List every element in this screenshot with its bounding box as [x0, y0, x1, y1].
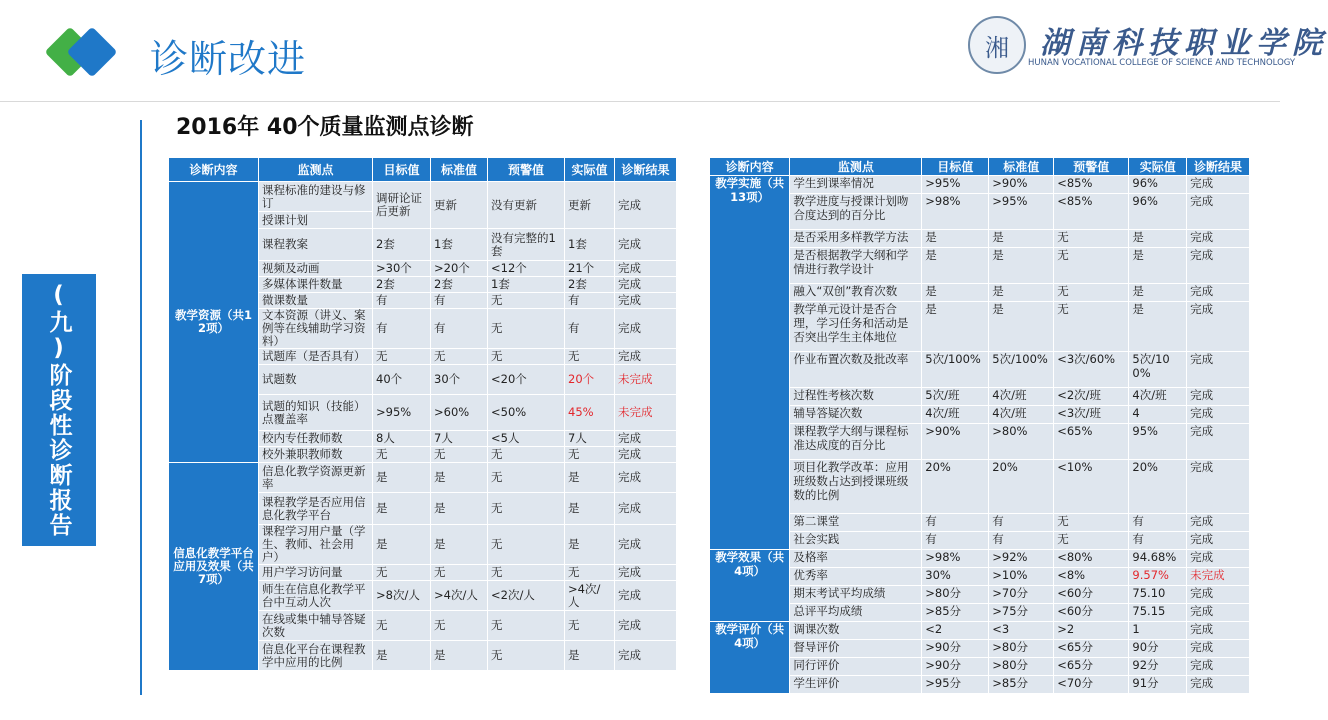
metric-cell: 融入“双创”教育次数: [790, 284, 922, 302]
value-cell: 是: [565, 493, 615, 525]
value-cell: >95%: [989, 194, 1054, 230]
vertical-divider: [140, 120, 142, 695]
value-cell: 是: [989, 284, 1054, 302]
value-cell: 45%: [565, 395, 615, 431]
metric-cell: 微课数量: [259, 293, 373, 309]
value-cell: 是: [565, 641, 615, 671]
value-cell: >90%: [922, 424, 989, 460]
value-cell: <3次/60%: [1054, 352, 1129, 388]
table-row: [710, 514, 1250, 532]
value-cell: >95%: [922, 176, 989, 194]
value-cell: 是: [922, 248, 989, 284]
category-cell: 教学评价（共4项）: [710, 622, 790, 694]
table-row: [710, 676, 1250, 694]
value-cell: <10%: [1054, 460, 1129, 514]
value-cell: 无: [488, 641, 565, 671]
value-cell: 有: [431, 309, 488, 349]
value-cell: 无: [431, 349, 488, 365]
metric-cell: 课程学习用户量（学生、教师、社会用户）: [259, 525, 373, 565]
value-cell: 无: [488, 293, 565, 309]
value-cell: 95%: [1129, 424, 1187, 460]
metric-cell: 同行评价: [790, 658, 922, 676]
value-cell: 有: [1129, 514, 1187, 532]
table-row: [710, 230, 1250, 248]
value-cell: 是: [922, 230, 989, 248]
value-cell: 是: [922, 284, 989, 302]
value-cell: 完成: [615, 493, 677, 525]
metric-cell: 督导评价: [790, 640, 922, 658]
value-cell: 完成: [615, 309, 677, 349]
school-name-cn: 湖南科技职业学院: [1040, 26, 1328, 61]
side-banner: [22, 274, 96, 546]
metric-cell: 第二课堂: [790, 514, 922, 532]
value-cell: 是: [565, 463, 615, 493]
metric-cell: 作业布置次数及批改率: [790, 352, 922, 388]
value-cell: >60%: [431, 395, 488, 431]
value-cell: 有: [989, 514, 1054, 532]
table-row: [710, 604, 1250, 622]
table-row: [710, 194, 1250, 230]
value-cell: 完成: [1187, 194, 1250, 230]
column-header: 诊断结果: [615, 158, 677, 182]
value-cell: 是: [1129, 302, 1187, 352]
value-cell: >90分: [922, 658, 989, 676]
school-seal-icon: 湘: [968, 16, 1026, 74]
value-cell: 75.10: [1129, 586, 1187, 604]
value-cell: 有: [922, 514, 989, 532]
value-cell: 无: [488, 565, 565, 581]
value-cell: 无: [431, 611, 488, 641]
column-header: 预警值: [488, 158, 565, 182]
table-row: [710, 532, 1250, 550]
value-cell: 92分: [1129, 658, 1187, 676]
value-cell: 无: [373, 447, 431, 463]
value-cell: 无: [488, 611, 565, 641]
table-row: [710, 388, 1250, 406]
metric-cell: 校内专任教师数: [259, 431, 373, 447]
value-cell: >85分: [989, 676, 1054, 694]
table-row: [710, 658, 1250, 676]
metric-cell: 试题的知识（技能）点覆盖率: [259, 395, 373, 431]
value-cell: 30个: [431, 365, 488, 395]
page-title: 诊断改进: [150, 37, 307, 81]
metric-cell: 试题数: [259, 365, 373, 395]
metric-cell: 课程教学是否应用信息化教学平台: [259, 493, 373, 525]
value-cell: 有: [989, 532, 1054, 550]
value-cell: 完成: [1187, 460, 1250, 514]
value-cell: 无: [565, 611, 615, 641]
value-cell: 完成: [1187, 640, 1250, 658]
category-cell: 信息化教学平台应用及效果（共7项）: [169, 463, 259, 671]
value-cell: <20个: [488, 365, 565, 395]
metric-cell: 多媒体课件数量: [259, 277, 373, 293]
value-cell: 4: [1129, 406, 1187, 424]
value-cell: 91分: [1129, 676, 1187, 694]
value-cell: 有: [431, 293, 488, 309]
value-cell: 4次/班: [1129, 388, 1187, 406]
metric-cell: 信息化平台在课程教学中应用的比例: [259, 641, 373, 671]
column-header: 实际值: [1129, 158, 1187, 176]
table-row: [169, 463, 677, 493]
value-cell: >2: [1054, 622, 1129, 640]
value-cell: 无: [1054, 302, 1129, 352]
value-cell: 无: [488, 525, 565, 565]
metric-cell: 过程性考核次数: [790, 388, 922, 406]
value-cell: >92%: [989, 550, 1054, 568]
value-cell: 完成: [1187, 176, 1250, 194]
value-cell: 4次/班: [989, 388, 1054, 406]
metric-cell: 调课次数: [790, 622, 922, 640]
value-cell: >80分: [922, 586, 989, 604]
value-cell: 完成: [615, 293, 677, 309]
metric-cell: 是否采用多样教学方法: [790, 230, 922, 248]
metric-cell: 辅导答疑次数: [790, 406, 922, 424]
value-cell: 无: [431, 447, 488, 463]
value-cell: <85%: [1054, 194, 1129, 230]
value-cell: 20个: [565, 365, 615, 395]
value-cell: 40个: [373, 365, 431, 395]
value-cell: 未完成: [615, 395, 677, 431]
metric-cell: 信息化教学资源更新率: [259, 463, 373, 493]
metric-cell: 总评平均成绩: [790, 604, 922, 622]
value-cell: 是: [373, 641, 431, 671]
category-cell: 教学效果（共4项）: [710, 550, 790, 622]
table-row: [710, 284, 1250, 302]
value-cell: 完成: [615, 182, 677, 229]
value-cell: 5次/100%: [922, 352, 989, 388]
value-cell: >85分: [922, 604, 989, 622]
metric-cell: 课程标准的建设与修订: [259, 182, 373, 212]
metric-cell: 学生到课率情况: [790, 176, 922, 194]
value-cell: <80%: [1054, 550, 1129, 568]
value-cell: 是: [989, 248, 1054, 284]
value-cell: 20%: [1129, 460, 1187, 514]
value-cell: 更新: [565, 182, 615, 229]
value-cell: >90分: [922, 640, 989, 658]
value-cell: 有: [922, 532, 989, 550]
value-cell: 完成: [1187, 230, 1250, 248]
column-header: 目标值: [922, 158, 989, 176]
table-row: [710, 622, 1250, 640]
column-header: 诊断结果: [1187, 158, 1250, 176]
value-cell: 无: [1054, 248, 1129, 284]
value-cell: 完成: [615, 431, 677, 447]
table-header-row: [710, 158, 1250, 176]
value-cell: 无: [1054, 532, 1129, 550]
value-cell: 是: [373, 463, 431, 493]
value-cell: 9.57%: [1129, 568, 1187, 586]
value-cell: 更新: [431, 182, 488, 229]
value-cell: <60分: [1054, 586, 1129, 604]
metric-cell: 校外兼职教师数: [259, 447, 373, 463]
value-cell: <8%: [1054, 568, 1129, 586]
value-cell: 完成: [615, 447, 677, 463]
value-cell: 是: [431, 641, 488, 671]
value-cell: 96%: [1129, 176, 1187, 194]
value-cell: 2套: [373, 277, 431, 293]
value-cell: >30个: [373, 261, 431, 277]
value-cell: 无: [565, 565, 615, 581]
value-cell: 完成: [1187, 676, 1250, 694]
value-cell: 无: [565, 447, 615, 463]
value-cell: 调研论证后更新: [373, 182, 431, 229]
value-cell: 是: [373, 525, 431, 565]
value-cell: 有: [565, 293, 615, 309]
metric-cell: 课程教学大纲与课程标准达成度的百分比: [790, 424, 922, 460]
value-cell: 1套: [565, 229, 615, 261]
table-row: [710, 460, 1250, 514]
value-cell: 是: [431, 525, 488, 565]
value-cell: 21个: [565, 261, 615, 277]
metric-cell: 视频及动画: [259, 261, 373, 277]
value-cell: 完成: [615, 229, 677, 261]
table-row: [169, 182, 677, 212]
value-cell: 完成: [615, 277, 677, 293]
value-cell: 无: [1054, 230, 1129, 248]
value-cell: 没有完整的1套: [488, 229, 565, 261]
value-cell: 完成: [615, 565, 677, 581]
value-cell: <3: [989, 622, 1054, 640]
value-cell: 5次/100%: [1129, 352, 1187, 388]
value-cell: 完成: [1187, 622, 1250, 640]
value-cell: 未完成: [615, 365, 677, 395]
value-cell: 30%: [922, 568, 989, 586]
metric-cell: 是否根据教学大纲和学情进行教学设计: [790, 248, 922, 284]
value-cell: <65分: [1054, 640, 1129, 658]
value-cell: 无: [1054, 284, 1129, 302]
value-cell: 完成: [615, 525, 677, 565]
category-cell: 教学实施（共13项）: [710, 176, 790, 550]
value-cell: <12个: [488, 261, 565, 277]
metric-cell: 在线或集中辅导答疑次数: [259, 611, 373, 641]
value-cell: >8次/人: [373, 581, 431, 611]
value-cell: <65分: [1054, 658, 1129, 676]
value-cell: >75分: [989, 604, 1054, 622]
table-row: [710, 424, 1250, 460]
value-cell: 5次/100%: [989, 352, 1054, 388]
column-header: 诊断内容: [169, 158, 259, 182]
value-cell: <2次/人: [488, 581, 565, 611]
value-cell: 1套: [431, 229, 488, 261]
value-cell: 20%: [989, 460, 1054, 514]
value-cell: >80%: [989, 424, 1054, 460]
value-cell: 94.68%: [1129, 550, 1187, 568]
metric-cell: 授课计划: [259, 212, 373, 229]
value-cell: <70分: [1054, 676, 1129, 694]
right-diagnosis-table: [709, 157, 1250, 694]
value-cell: >95分: [922, 676, 989, 694]
table-row: [710, 550, 1250, 568]
value-cell: >4次/人: [431, 581, 488, 611]
value-cell: <85%: [1054, 176, 1129, 194]
column-header: 监测点: [259, 158, 373, 182]
value-cell: 是: [565, 525, 615, 565]
value-cell: 是: [989, 302, 1054, 352]
value-cell: 无: [373, 611, 431, 641]
value-cell: >10%: [989, 568, 1054, 586]
value-cell: >95%: [373, 395, 431, 431]
value-cell: 是: [989, 230, 1054, 248]
metric-cell: 及格率: [790, 550, 922, 568]
metric-cell: 教学单元设计是否合理，学习任务和活动是否突出学生主体地位: [790, 302, 922, 352]
value-cell: 完成: [1187, 514, 1250, 532]
value-cell: >80分: [989, 640, 1054, 658]
value-cell: 无: [373, 565, 431, 581]
value-cell: 完成: [1187, 658, 1250, 676]
column-header: 实际值: [565, 158, 615, 182]
value-cell: 完成: [1187, 302, 1250, 352]
table-row: [710, 640, 1250, 658]
value-cell: 完成: [1187, 550, 1250, 568]
value-cell: 完成: [1187, 586, 1250, 604]
school-logo: [968, 16, 1328, 78]
value-cell: 没有更新: [488, 182, 565, 229]
value-cell: 4次/班: [989, 406, 1054, 424]
table-row: [710, 176, 1250, 194]
column-header: 标准值: [989, 158, 1054, 176]
metric-cell: 社会实践: [790, 532, 922, 550]
value-cell: 96%: [1129, 194, 1187, 230]
value-cell: 完成: [1187, 532, 1250, 550]
value-cell: 是: [431, 463, 488, 493]
value-cell: 完成: [1187, 284, 1250, 302]
metric-cell: 优秀率: [790, 568, 922, 586]
column-header: 诊断内容: [710, 158, 790, 176]
value-cell: 是: [431, 493, 488, 525]
value-cell: 是: [1129, 284, 1187, 302]
value-cell: 完成: [1187, 406, 1250, 424]
value-cell: 完成: [1187, 352, 1250, 388]
value-cell: 7人: [565, 431, 615, 447]
value-cell: 完成: [615, 463, 677, 493]
value-cell: >98%: [922, 550, 989, 568]
value-cell: 完成: [1187, 604, 1250, 622]
value-cell: 完成: [1187, 388, 1250, 406]
value-cell: 是: [373, 493, 431, 525]
column-header: 标准值: [431, 158, 488, 182]
value-cell: 完成: [615, 611, 677, 641]
value-cell: 无: [488, 309, 565, 349]
value-cell: >20个: [431, 261, 488, 277]
value-cell: 有: [565, 309, 615, 349]
value-cell: 7人: [431, 431, 488, 447]
metric-cell: 项目化教学改革：应用班级数占达到授课班级数的比例: [790, 460, 922, 514]
value-cell: 完成: [615, 581, 677, 611]
value-cell: 90分: [1129, 640, 1187, 658]
table-row: [710, 352, 1250, 388]
value-cell: 无: [488, 447, 565, 463]
table-header-row: [169, 158, 677, 182]
value-cell: 1: [1129, 622, 1187, 640]
column-header: 监测点: [790, 158, 922, 176]
value-cell: 完成: [615, 641, 677, 671]
value-cell: 完成: [1187, 424, 1250, 460]
metric-cell: 学生评价: [790, 676, 922, 694]
value-cell: 8人: [373, 431, 431, 447]
school-name-en: HUNAN VOCATIONAL COLLEGE OF SCIENCE AND TECHNOLOGY: [1028, 58, 1296, 68]
value-cell: 无: [565, 349, 615, 365]
value-cell: <65%: [1054, 424, 1129, 460]
table-row: [710, 248, 1250, 284]
value-cell: 无: [1054, 514, 1129, 532]
value-cell: <5人: [488, 431, 565, 447]
table-row: [710, 406, 1250, 424]
value-cell: >4次/人: [565, 581, 615, 611]
value-cell: 完成: [615, 261, 677, 277]
value-cell: 无: [488, 493, 565, 525]
metric-cell: 试题库（是否具有）: [259, 349, 373, 365]
value-cell: 2套: [565, 277, 615, 293]
table-row: [710, 586, 1250, 604]
value-cell: 无: [488, 349, 565, 365]
value-cell: <2次/班: [1054, 388, 1129, 406]
value-cell: 完成: [615, 349, 677, 365]
column-header: 目标值: [373, 158, 431, 182]
value-cell: 75.15: [1129, 604, 1187, 622]
value-cell: <50%: [488, 395, 565, 431]
value-cell: >80分: [989, 658, 1054, 676]
value-cell: 是: [922, 302, 989, 352]
value-cell: 2套: [373, 229, 431, 261]
metric-cell: 文本资源（讲义、案例等在线辅助学习资料）: [259, 309, 373, 349]
value-cell: <60分: [1054, 604, 1129, 622]
category-cell: 教学资源（共12项）: [169, 182, 259, 463]
value-cell: 未完成: [1187, 568, 1250, 586]
value-cell: 1套: [488, 277, 565, 293]
value-cell: 有: [1129, 532, 1187, 550]
section-subtitle: 2016年 40个质量监测点诊断: [176, 115, 474, 140]
value-cell: <2: [922, 622, 989, 640]
value-cell: >98%: [922, 194, 989, 230]
table-row: [710, 568, 1250, 586]
value-cell: 2套: [431, 277, 488, 293]
value-cell: 是: [1129, 230, 1187, 248]
metric-cell: 师生在信息化教学平台中互动人次: [259, 581, 373, 611]
value-cell: 完成: [1187, 248, 1250, 284]
table-row: [710, 302, 1250, 352]
value-cell: 无: [488, 463, 565, 493]
value-cell: 有: [373, 293, 431, 309]
value-cell: 20%: [922, 460, 989, 514]
header-divider: [0, 101, 1280, 102]
value-cell: >70分: [989, 586, 1054, 604]
metric-cell: 用户学习访问量: [259, 565, 373, 581]
value-cell: 是: [1129, 248, 1187, 284]
value-cell: 有: [373, 309, 431, 349]
column-header: 预警值: [1054, 158, 1129, 176]
value-cell: >90%: [989, 176, 1054, 194]
value-cell: 无: [431, 565, 488, 581]
left-diagnosis-table: [168, 157, 677, 671]
value-cell: 5次/班: [922, 388, 989, 406]
value-cell: 无: [373, 349, 431, 365]
metric-cell: 教学进度与授课计划吻合度达到的百分比: [790, 194, 922, 230]
side-banner-label: (九)阶段性诊断报告: [45, 282, 72, 538]
value-cell: <3次/班: [1054, 406, 1129, 424]
metric-cell: 课程教案: [259, 229, 373, 261]
value-cell: 4次/班: [922, 406, 989, 424]
metric-cell: 期末考试平均成绩: [790, 586, 922, 604]
